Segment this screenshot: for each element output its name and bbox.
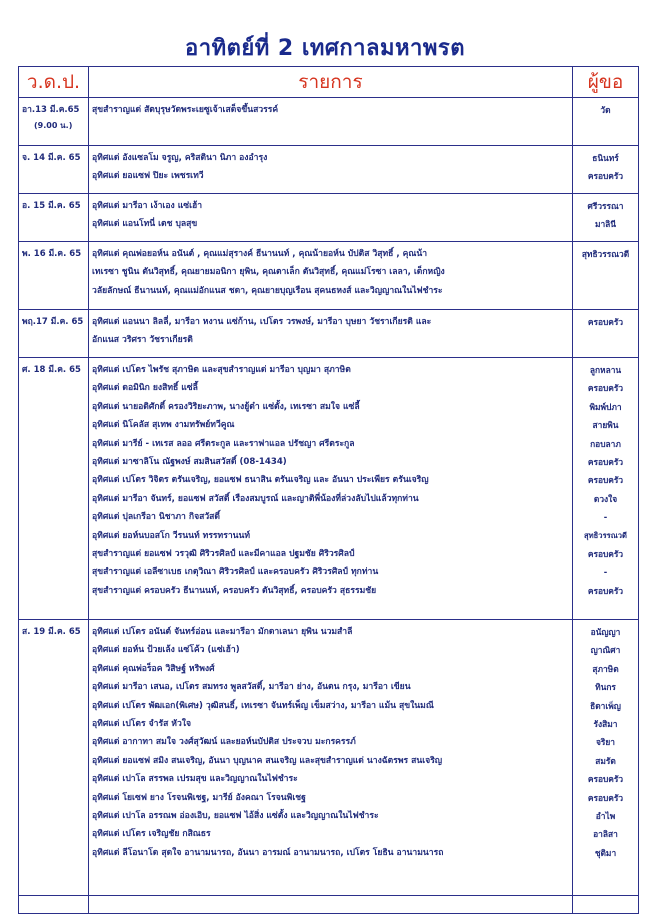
intention-line: สุขสำราญแด่ สัตบุรุษวัดพระเยซูเจ้าเสด็จขึ้นสวรรค์: [92, 105, 279, 115]
requester-name: รังสิมา: [593, 718, 618, 729]
date-label: อ. 15 มี.ค. 65: [22, 201, 81, 211]
date-label: ศ. 18 มี.ค. 65: [22, 365, 81, 375]
requester-name: สุทธิวรรณวดี: [581, 249, 630, 259]
page-title: อาทิตย์ที่ 2 เทศกาลมหาพรต: [185, 36, 465, 61]
intention-line: อุทิศแด่ ปุลเกรีอา นิชาภา กิจสวัสดิ์: [92, 512, 220, 523]
time-note: (9.00 น.): [34, 121, 73, 130]
intention-line: อุทิศแด่ เปโตร วิจิตร ตรันเจริญ, ยอแซฟ ธนาสิน ตรันเจริญ และ อันนา ประเพียร ตรันเจริญ: [92, 475, 429, 486]
requester-name: ครอบครัว: [587, 171, 624, 182]
intention-line: อุทิศแด่ มาซาลิโน ณัฐพงษ์ สมสินสวัสดิ์ (08-1434): [92, 456, 287, 467]
intention-line: อุทิศแด่ อากาทา สมใจ วงศ์สุวัฒน์ และยอห์นบัปติส ประจวบ มะกรครรภ์: [92, 737, 356, 748]
requester-name: สุภาษิต: [592, 663, 619, 674]
requester-name: สมรัต: [595, 755, 616, 766]
intention-line: อุทิศแด่ คุณพ่อร็อค วิสิษฐ์ หริพงศ์: [92, 663, 215, 674]
requester-name: ครอบครัว: [587, 585, 624, 596]
table-row: [19, 194, 639, 242]
requester-name: ครอบครัว: [587, 317, 624, 327]
requester-name: -: [603, 567, 608, 578]
intention-line: อุทิศแด่ โยเซฟ ยาง โรจนพิเชฐ, มารีย์ อังคณา โรจนพิเชฐ: [92, 792, 306, 803]
intention-line: อุทิศแด่ มารีอา จันทร์, ยอแซฟ สวัสดิ์ เรืองสมบูรณ์ และญาติพี่น้องที่ล่วงลับไปแล้วทุกท่าน: [92, 493, 419, 504]
date-label: พ. 16 มี.ค. 65: [22, 249, 82, 259]
intention-line: อุทิศแด่ ยอห์นบอสโก วีรนนท์ ทรรทรานนท์: [92, 530, 251, 541]
date-label: ส. 19 มี.ค. 65: [22, 627, 81, 637]
intention-line: อุทิศแด่ มารีย์ - เทเรส ลออ ศรีตระกูล และราฟาแอล ปรัชญา ศรีตระกูล: [92, 438, 355, 449]
intention-line: อุทิศแด่ ยอห์น ป้วยเล้ง แซ่โค้ว (แซ่เฮ้า): [92, 645, 240, 656]
requester-name: ชุติมา: [594, 847, 617, 858]
requester-name: ครอบครัว: [587, 792, 624, 803]
intention-line: อุทิศแด่ อังแซลโม จรูญ, คริสตินา นิภา องอำรุง: [92, 153, 268, 163]
requester-cell: [573, 242, 639, 310]
requester-cell: [573, 310, 639, 358]
requester-cell: [573, 98, 639, 146]
intention-line: อุทิศแด่ เปโตร อนันต์ จันทร์อ่อน และมารีอา มักดาเลนา ยุพิน นวมสำลี: [92, 627, 353, 637]
intention-line: อุทิศแด่ แอนนา ลิลลี่, มารีอา หงาน แซ่ก้าน, เปโตร วรพงษ์, มารีอา บุษยา วัชราเกียรติ และ: [92, 317, 432, 327]
table-row: [19, 242, 639, 310]
requester-name: ดวงใจ: [593, 493, 618, 504]
intention-line: อุทิศแด่ ดอมินิก ยงสิทธิ์ แซ่ลี้: [92, 383, 198, 394]
items-cell: [89, 358, 573, 620]
intention-line: อักแนส วริศรา วัชราเกียรติ: [92, 335, 193, 346]
requester-name: ครอบครัว: [587, 456, 624, 467]
intention-line: เทเรซา ชูนิน ตันวิสุทธิ์, คุณยายมอนิกา ยุพิน, คุณตาเล็ก ตันวิสุทธิ์, คุณแม่โรซา เลลา, เด็กหญิง: [92, 267, 445, 278]
intention-line: อุทิศแด่ เปาโล สรรพล เปรมสุข และวิญญาณในไฟชำระ: [92, 774, 298, 785]
requester-name: มาลินี: [594, 219, 617, 230]
intention-line: อุทิศแด่ ยอแซฟ ปิยะ เพชรเทวี: [92, 171, 204, 182]
date-label: อา.13 มี.ค.65: [22, 105, 80, 115]
intention-line: อุทิศแด่ มารีอา เสนอ, เปโตร สมทรง พูลสวัสดิ์, มารีอา ย่าง, อันตน กรุง, มารีอา เขียน: [92, 682, 411, 693]
mass-intention-table: [18, 66, 639, 914]
date-cell: [19, 620, 89, 896]
requester-name: พิมพ์ปภา: [589, 401, 622, 412]
table-row: [19, 310, 639, 358]
empty-cell: [89, 896, 573, 914]
empty-cell: [19, 896, 89, 914]
requester-name: ครอบครัว: [587, 774, 624, 785]
table-row: [19, 896, 639, 914]
intention-line: อุทิศแด่ มารีอา เง้าเอง แซ่เฮ้า: [92, 201, 203, 211]
date-cell: [19, 310, 89, 358]
date-cell: [19, 358, 89, 620]
items-cell: [89, 242, 573, 310]
requester-name: ญาณิศา: [590, 645, 621, 656]
requester-name: สุทธิวรรณวดี: [584, 530, 627, 540]
items-cell: [89, 146, 573, 194]
intention-line: อุทิศแด่ แอนโทนี่ เตช บุลสุข: [92, 219, 198, 230]
requester-name: ธนินทร์: [592, 153, 619, 163]
requester-cell: [573, 146, 639, 194]
requester-name: -: [603, 512, 608, 523]
intention-line: อุทิศแด่ นิโคลัส สุเทพ งามทรัพย์ทวีคูณ: [92, 420, 235, 431]
table-row: [19, 620, 639, 896]
items-cell: [89, 310, 573, 358]
intention-line: วลัยลักษณ์ ธีนานนท์, คุณแม่อักแนส ชดา, คุณยายบุญเรือน สุคนธหงส์ และวิญญาณในไฟชำระ: [92, 285, 443, 296]
table-row: [19, 146, 639, 194]
requester-name: สายพิน: [592, 420, 619, 431]
requester-cell: [573, 358, 639, 620]
intention-line: อุทิศแด่ เปโตร จำรัส หัวใจ: [92, 718, 192, 729]
intention-line: อุทิศแด่ ลีโอนาโด สุดใจ อานามนารถ, อันนา อารมณ์ อานามนารถ, เปโตร โยธิน อานามนารถ: [92, 847, 444, 858]
requester-column-header: ผู้ขอ: [573, 67, 639, 98]
table-row: [19, 358, 639, 620]
intention-line: อุทิศแด่ เปโตร ไพรัช สุภาษิต และสุขสำราญแด่ มารีอา บุญมา สุภาษิต: [92, 365, 351, 375]
requester-name: ลูกหลาน: [589, 365, 622, 375]
date-column-header: ว.ด.ป.: [19, 67, 89, 98]
requester-name: กอบลาภ: [590, 438, 621, 449]
intention-line: อุทิศแด่ นายอดิศักดิ์ ครองวิริยะภาพ, นางยู้ต๋า แซ่ตั้ง, เทเรซา สมใจ แซ่ลี้: [92, 401, 360, 412]
table-row: [19, 98, 639, 146]
requester-cell: [573, 194, 639, 242]
empty-cell: [573, 896, 639, 914]
intention-line: อุทิศแด่ ยอแซฟ สมิง สนเจริญ, อันนา บุญนาค สนเจริญ และสุขสำราญแด่ นางฉัตรพร สนเจริญ: [92, 755, 443, 766]
date-cell: [19, 242, 89, 310]
requester-cell: [573, 620, 639, 896]
requester-name: อนัญญา: [590, 627, 621, 637]
requester-name: จริยา: [595, 737, 615, 748]
date-label: พฤ.17 มี.ค. 65: [22, 317, 84, 327]
requester-name: อาลิสา: [593, 829, 618, 840]
requester-name: วัด: [600, 105, 611, 115]
requester-name: ครอบครัว: [587, 475, 624, 486]
requester-name: ครอบครัว: [587, 383, 624, 394]
date-cell: [19, 146, 89, 194]
intention-line: อุทิศแด่ เปโตร พัฒเอก(พิเศษ) วุฒิสนธิ์, เทเรซา จันทร์เพ็ญ เข็มสว่าง, มารีอา แม้น สุขในมณี: [92, 700, 434, 711]
items-cell: [89, 98, 573, 146]
intention-line: อุทิศแด่ คุณพ่อยอห์น อนันต์ , คุณแม่สุรางค์ ธีนานนท์ , คุณน้ายอห์น บัปติส วิสุทธิ์ , คุณน้า: [92, 249, 428, 259]
intention-line: สุขสำราญแด่ ยอแซฟ วรวุฒิ ศิริวรศิลป์ และมีคาแอล ปฐมชัย ศิริวรศิลป์: [92, 548, 355, 559]
intention-line: อุทิศแด่ เปโตร เจริญชัย กสิณธร: [92, 829, 211, 840]
intention-line: อุทิศแด่ เปาโล อรรณพ อ่องเอิบ, ยอแซฟ ไอ้สิ่ง แซ่ตั้ง และวิญญาณในไฟชำระ: [92, 810, 379, 821]
requester-name: ทินกร: [595, 682, 616, 693]
requester-name: ครอบครัว: [587, 548, 624, 559]
date-label: จ. 14 มี.ค. 65: [22, 153, 81, 163]
date-cell: [19, 98, 89, 146]
intention-line: สุขสำราญแด่ ครอบครัว ธีนานนท์, ครอบครัว ตันวิสุทธิ์, ครอบครัว สุธรรมชัย: [92, 585, 377, 596]
intention-line: สุขสำราญแด่ เอลีซาเบธ เกตุวิณา ศิริวรศิลป์ และครอบครัว ศิริวรศิลป์ ทุกท่าน: [92, 567, 379, 578]
requester-name: ธิดาเพ็ญ: [590, 700, 621, 711]
requester-name: ศรีวรรณา: [587, 201, 624, 211]
items-cell: [89, 194, 573, 242]
items-cell: [89, 620, 573, 896]
items-column-header: รายการ: [89, 67, 573, 98]
requester-name: อำไพ: [595, 810, 616, 821]
date-cell: [19, 194, 89, 242]
